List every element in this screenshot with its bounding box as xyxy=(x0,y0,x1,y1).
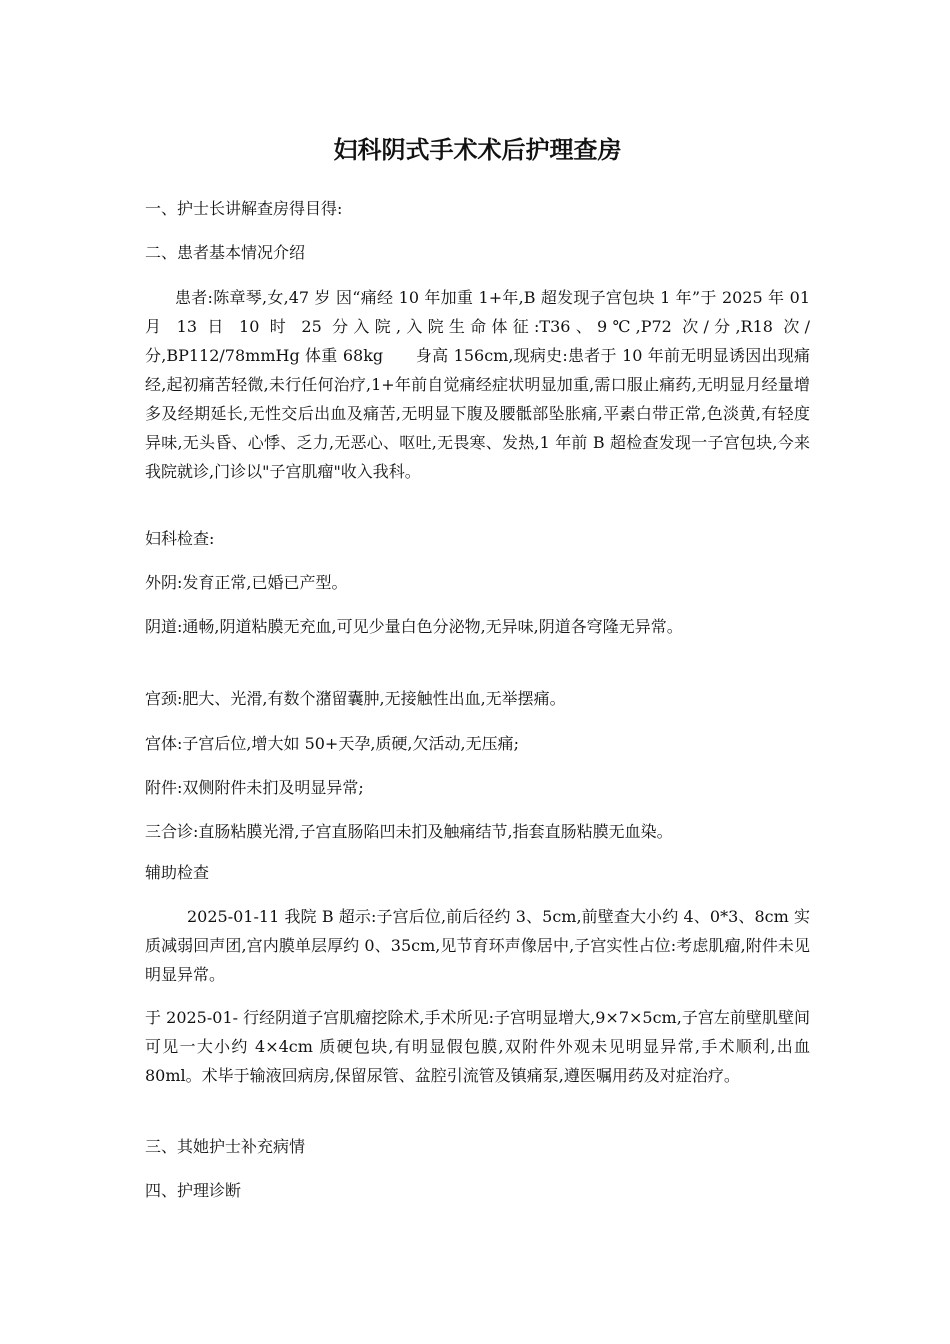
patient-intro-paragraph: 患者:陈章琴,女,47 岁 因“痛经 10 年加重 1+年,B 超发现子宫包块 1 年”于 2025 年 01 月 13 日 10 时 25 分入院,入院生命体征:T36、9℃,P72 次/分,R18 次/分,BP112/78mmHg 体重 68kg 身高 156cm,现病史:患者于 10 年前无明显诱因出现痛经,起初痛苦轻微,未行任何治疗,1+年前自觉痛经症状明显加重,需口服止痛药,无明显月经量增多及经期延长,无性交后出血及痛苦,无明显下腹及腰骶部坠胀痛,平素白带正常,色淡黄,有轻度异味,无头昏、心悸、乏力,无恶心、呕吐,无畏寒、发热,1 年前 B 超检查发现一子宫包块,今来我院就诊,门诊以"子宫肌瘤"收入我科。 xyxy=(145,288,810,481)
section-heading-1: 一、护士长讲解查房得目得: xyxy=(145,199,343,218)
exam-cervix: 宫颈:肥大、光滑,有数个潴留囊肿,无接触性出血,无举摆痛。 xyxy=(145,689,566,708)
section-heading-3: 三、其她护士补充病情 xyxy=(145,1137,306,1156)
exam-triple: 三合诊:直肠粘膜光滑,子宫直肠陷凹未扪及触痛结节,指套直肠粘膜无血染。 xyxy=(145,822,673,841)
surgery-paragraph: 于 2025-01- 行经阴道子宫肌瘤挖除术,手术所见:子宫明显增大,9×7×5cm,子宫左前壁肌壁间可见一大小约 4×4cm 质硬包块,有明显假包膜,双附件外观未见明显异常,手术顺利,出血 80ml。术毕于输液回病房,保留尿管、盆腔引流管及镇痛泵,遵医嘱用药及对症治疗。 xyxy=(145,1008,810,1085)
ultrasound-paragraph: 2025-01-11 我院 B 超示:子宫后位,前后径约 3、5cm,前壁查大小约 4、0*3、8cm 实质减弱回声团,宫内膜单层厚约 0、35cm,见节育环声像居中,子宫实性占位:考虑肌瘤,附件未见明显异常。 xyxy=(145,907,810,984)
page-title: 妇科阴式手术术后护理查房 xyxy=(333,136,622,164)
exam-adnexa: 附件:双侧附件未扪及明显异常; xyxy=(145,778,364,797)
gyn-exam-heading: 妇科检查: xyxy=(145,529,215,548)
exam-uterus: 宫体:子宫后位,增大如 50+天孕,质硬,欠活动,无压痛; xyxy=(145,734,519,753)
section-heading-2: 二、患者基本情况介绍 xyxy=(145,243,306,262)
aux-exam-heading: 辅助检查 xyxy=(145,863,210,882)
exam-vagina: 阴道:通畅,阴道粘膜无充血,可见少量白色分泌物,无异味,阴道各穹隆无异常。 xyxy=(145,617,683,636)
exam-vulva: 外阴:发育正常,已婚已产型。 xyxy=(145,573,348,592)
section-heading-4: 四、护理诊断 xyxy=(145,1181,242,1200)
